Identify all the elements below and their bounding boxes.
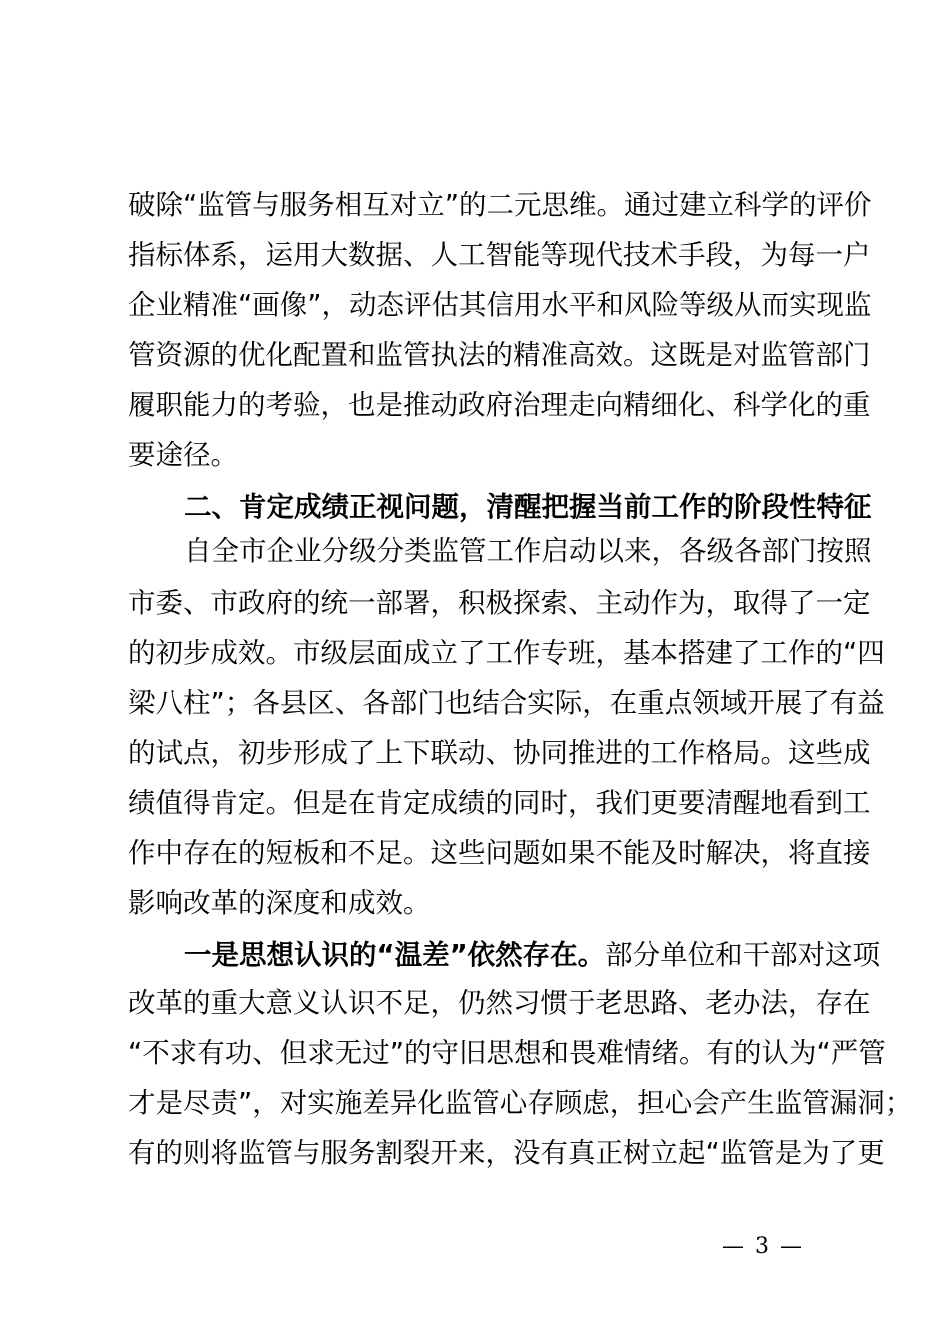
text-line: 自全市企业分级分类监管工作启动以来，各级各部门按照: [184, 535, 872, 567]
section-heading: 二、肯定成绩正视问题，清醒把握当前工作的阶段性特征: [184, 491, 872, 523]
text-line: 才是尽责”，对实施差异化监管心存顾虑，担心会产生监管漏洞；: [128, 1087, 913, 1119]
text-line: 绩值得肯定。但是在肯定成绩的同时，我们更要清醒地看到工: [128, 787, 871, 819]
text-line: 指标体系，运用大数据、人工智能等现代技术手段，为每一户: [128, 239, 871, 271]
text-line: 改革的重大意义认识不足，仍然习惯于老思路、老办法，存在: [128, 987, 871, 1019]
text-line: 企业精准“画像”，动态评估其信用水平和风险等级从而实现监: [128, 289, 872, 321]
text-line: 要途径。: [128, 439, 238, 471]
text-line: 的试点，初步形成了上下联动、协同推进的工作格局。这些成: [128, 737, 871, 769]
text-span: 部分单位和干部对这项: [605, 939, 881, 971]
bold-lead: 一是思想认识的“温差”依然存在。: [184, 939, 606, 971]
page-number: — 3 —: [722, 1234, 804, 1259]
text-line: 作中存在的短板和不足。这些问题如果不能及时解决，将直接: [128, 837, 871, 869]
text-line: 梁八柱”；各县区、各部门也结合实际，在重点领域开展了有益: [128, 687, 885, 719]
text-line: 影响改革的深度和成效。: [128, 887, 431, 919]
text-line: [184, 930, 881, 980]
text-line: 管资源的优化配置和监管执法的精准高效。这既是对监管部门: [128, 339, 871, 371]
text-line: 履职能力的考验，也是推动政府治理走向精细化、科学化的重: [128, 389, 871, 421]
text-line: 的初步成效。市级层面成立了工作专班，基本搭建了工作的“四: [128, 637, 885, 669]
text-line: “不求有功、但求无过”的守旧思想和畏难情绪。有的认为“严管: [128, 1037, 886, 1069]
text-line: 有的则将监管与服务割裂开来，没有真正树立起“监管是为了更: [128, 1137, 885, 1169]
text-line: 市委、市政府的统一部署，积极探索、主动作为，取得了一定: [128, 587, 871, 619]
text-line: 破除“监管与服务相互对立”的二元思维。通过建立科学的评价: [128, 189, 872, 221]
